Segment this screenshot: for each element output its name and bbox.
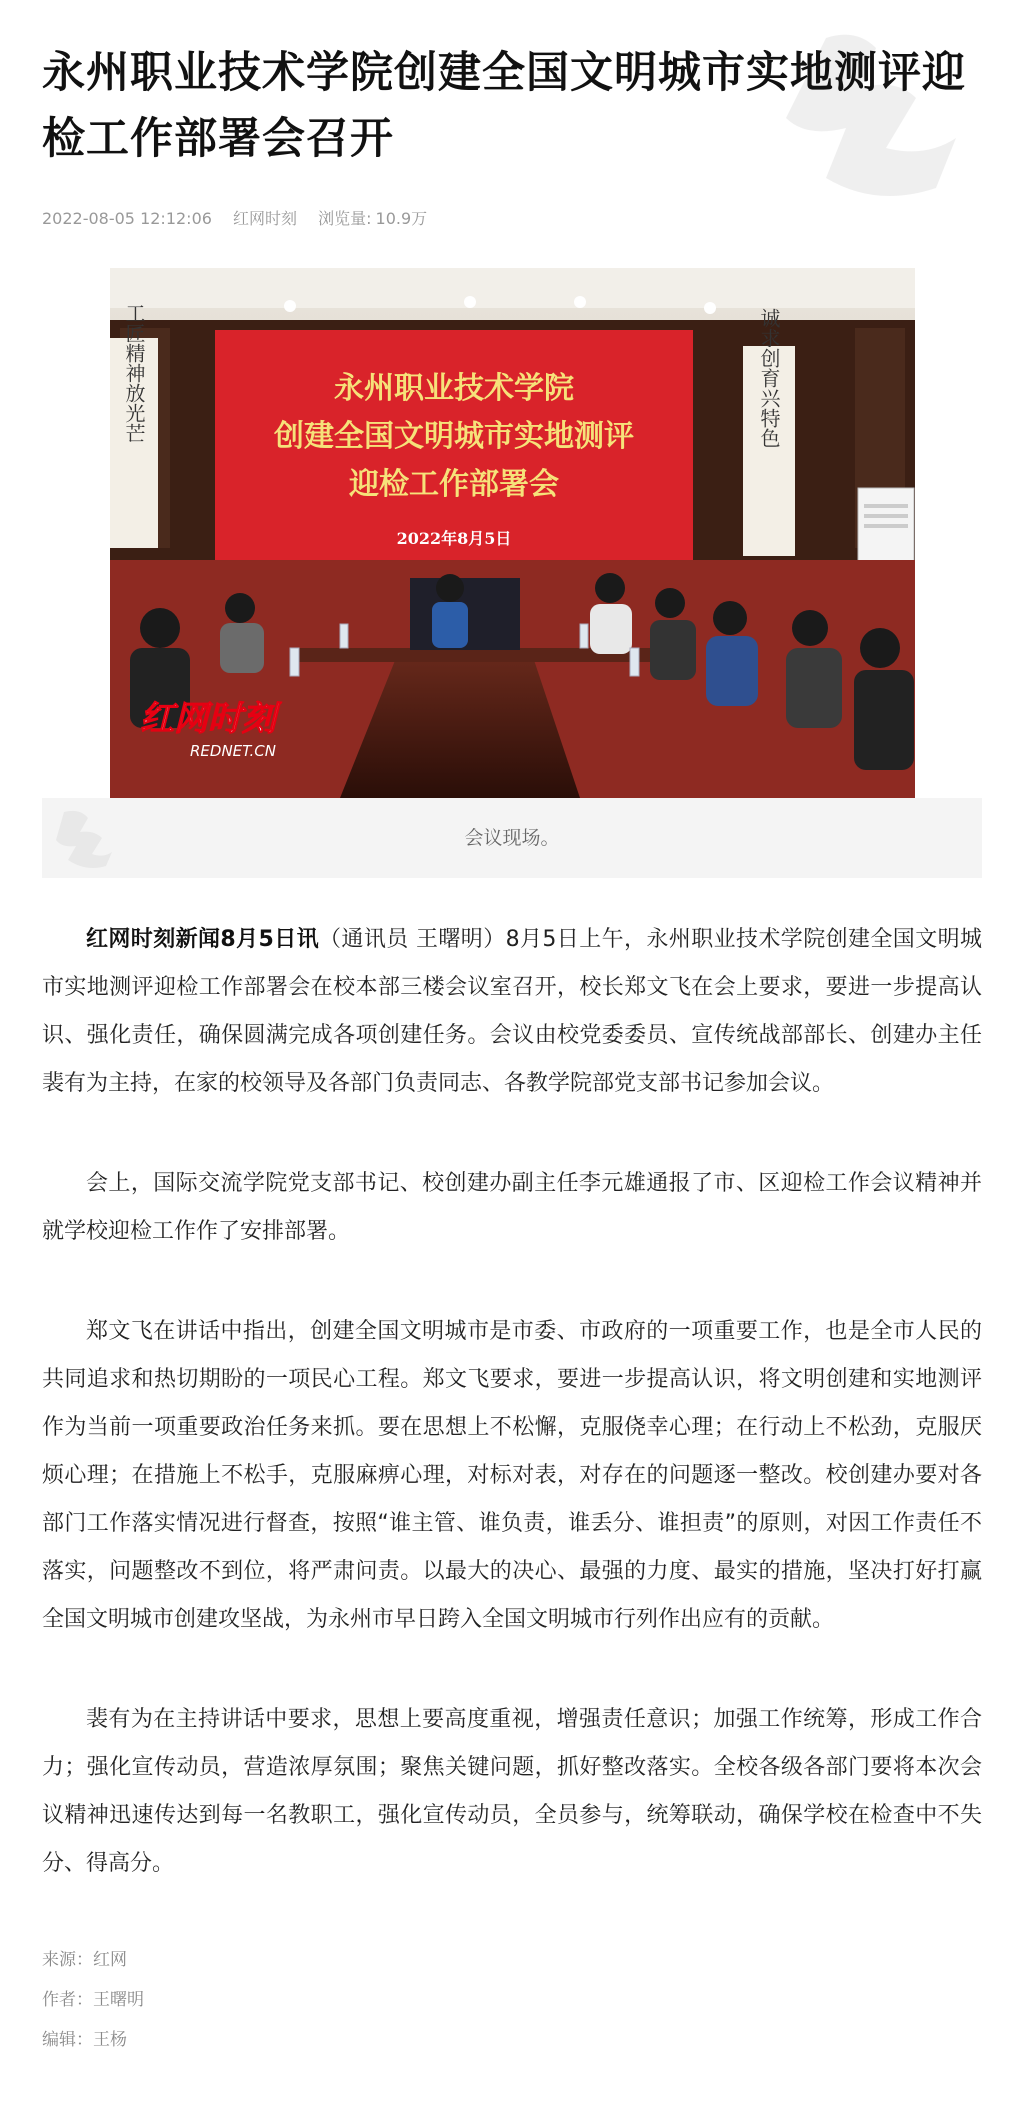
paragraph-lead: 红网时刻新闻8月5日讯 <box>86 927 320 952</box>
paragraph-text: （通讯员 王曙明）8月5日上午，永州职业技术学院创建全国文明城市实地测评迎检工作部署会在校本部三楼会议室召开，校长郑文飞在会上要求，要进一步提高认识、强化责任，确保圆满完成各项创建任务。会议由校党委委员、宣传统战部部长、创建办主任裴有为主持，在家的校领导及各部门负责同志、各教学院部党支部书记参加会议。 <box>42 927 982 1096</box>
screen-date: 2022年8月5日 <box>396 529 512 548</box>
scroll-right-text: 诚求创育兴特色 <box>757 308 781 448</box>
article-body <box>42 916 982 1888</box>
screen-line1: 永州职业技术学院 <box>334 371 574 406</box>
paragraph-text: 裴有为在主持讲话中要求，思想上要高度重视，增强责任意识；加强工作统筹，形成工作合力；强化宣传动员，营造浓厚氛围；聚焦关键问题，抓好整改落实。全校各级各部门要将本次会议精神迅速传达到每一名教职工，强化宣传动员，全员参与，统筹联动，确保学校在检查中不失分、得高分。 <box>42 1707 982 1876</box>
paragraph-2 <box>42 1160 982 1256</box>
scroll-left-text: 工匠精神放光芒 <box>122 303 146 443</box>
article-title: 永州职业技术学院创建全国文明城市实地测评迎检工作部署会召开 <box>42 48 966 164</box>
caption-watermark-icon <box>50 802 120 872</box>
logo-text: 红网时刻 <box>140 699 276 739</box>
views-label: 浏览量: <box>318 209 372 228</box>
article-meta <box>42 208 982 230</box>
paragraph-text: 郑文飞在讲话中指出，创建全国文明城市是市委、市政府的一项重要工作，也是全市人民的共同追求和热切期盼的一项民心工程。郑文飞要求，要进一步提高认识，将文明创建和实地测评作为当前一项重要政治任务来抓。要在思想上不松懈，克服侥幸心理；在行动上不松劲，克服厌烦心理；在措施上不松手，克服麻痹心理，对标对表，对存在的问题逐一整改。校创建办要对各部门工作落实情况进行督查，按照“谁主管、谁负责，谁丢分、谁担责”的原则，对因工作责任不落实，问题整改不到位，将严肃问责。以最大的决心、最强的力度、最实的措施，坚决打好打赢全国文明城市创建攻坚战，为永州市早日跨入全国文明城市行列作出应有的贡献。 <box>42 1319 982 1632</box>
image-caption: 会议现场。 <box>464 827 560 849</box>
credit-source: 来源：红网 <box>42 1950 127 1970</box>
channel-name: 红网时刻 <box>233 209 298 228</box>
views-count: 10.9万 <box>375 209 428 228</box>
article-credits <box>42 1940 982 2060</box>
image-caption-bar <box>42 798 982 878</box>
screen-line3: 迎检工作部署会 <box>349 467 559 502</box>
publish-datetime: 2022-08-05 12:12:06 <box>42 209 212 228</box>
paragraph-text: 会上，国际交流学院党支部书记、校创建办副主任李元雄通报了市、区迎检工作会议精神并就学校迎检工作作了安排部署。 <box>42 1171 982 1244</box>
credit-editor: 编辑：王杨 <box>42 2030 127 2050</box>
meeting-photo <box>110 268 915 798</box>
paragraph-3 <box>42 1308 982 1644</box>
article-figure <box>42 268 982 878</box>
screen-line2: 创建全国文明城市实地测评 <box>274 419 634 454</box>
paragraph-1 <box>42 916 982 1108</box>
credit-author: 作者：王曙明 <box>42 1990 144 2010</box>
logo-sub-text: REDNET.CN <box>190 742 276 760</box>
article <box>42 40 982 2060</box>
paragraph-4 <box>42 1696 982 1888</box>
